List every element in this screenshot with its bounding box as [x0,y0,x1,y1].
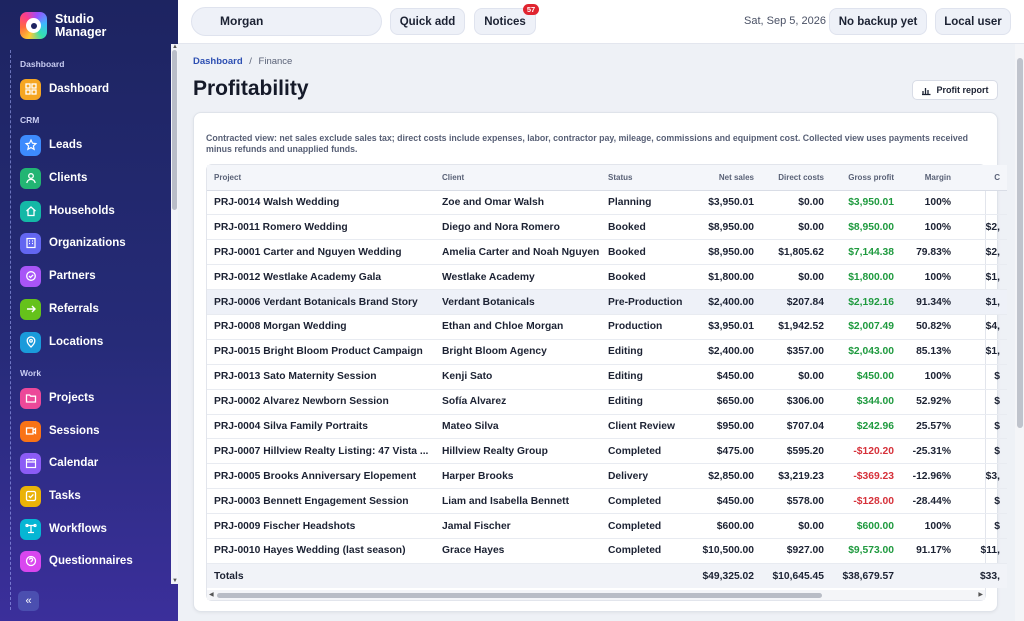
cell-client: Sofía Alvarez [435,389,601,414]
cell-gross-profit: $3,950.01 [831,190,901,215]
cell-margin: 91.34% [901,290,958,315]
cell-client: Jamal Fischer [435,514,601,539]
cell-status: Editing [601,364,693,389]
cell-status: Delivery [601,464,693,489]
sidebar-scrollbar[interactable] [171,44,178,584]
search-input[interactable]: Morgan [191,7,382,36]
map-pin-icon [20,332,41,353]
column-header-client[interactable]: Client [435,165,601,190]
table-scroll-thumb[interactable] [217,593,822,598]
cell-margin: 100% [901,514,958,539]
cell-project: PRJ-0015 Bright Bloom Product Campaign [207,339,435,364]
sidebar-item-tasks[interactable] [20,485,81,507]
column-header-status[interactable]: Status [601,165,693,190]
sidebar-item-label: Referrals [49,303,99,315]
cell-net-sales: $8,950.00 [693,240,761,265]
sidebar-item-label: Organizations [49,237,126,249]
cell-gross-profit: $2,007.49 [831,314,901,339]
cell-collected: $1, [958,339,1007,364]
checkbox-icon [20,486,41,507]
cell-client: Westlake Academy [435,265,601,290]
sidebar-item-label: Calendar [49,457,99,469]
profitability-table-container [206,164,1000,601]
cell-status: Booked [601,265,693,290]
sidebar-item-label: Clients [49,172,88,184]
sidebar-item-label: Households [49,205,115,217]
profit-report-button[interactable] [912,80,998,100]
sidebar-item-label: Questionnaires [49,555,133,567]
cell-status: Client Review [601,414,693,439]
cell-net-sales: $450.00 [693,364,761,389]
cell-client: Verdant Botanicals [435,290,601,315]
cell-gross-profit: -$120.20 [831,439,901,464]
cell-status: Completed [601,538,693,563]
table-row[interactable] [207,364,1007,389]
question-icon [20,551,41,572]
cell-project: PRJ-0009 Fischer Headshots [207,514,435,539]
app-name-line2: Manager [55,24,107,39]
cell-direct-costs: $578.00 [761,489,831,514]
scroll-down-icon[interactable]: ▼ [172,578,178,584]
cell-gross-profit: $2,043.00 [831,339,901,364]
cell-direct-costs: $707.04 [761,414,831,439]
handshake-icon [20,266,41,287]
cell-collected: $ [958,389,1007,414]
cell-client: Mateo Silva [435,414,601,439]
cell-gross-profit: -$128.00 [831,489,901,514]
workflow-icon [20,519,41,540]
cell-collected: $ [958,439,1007,464]
cell-project: PRJ-0012 Westlake Academy Gala [207,265,435,290]
cell-status: Planning [601,190,693,215]
brand[interactable] [20,12,106,39]
cell-net-sales: $450.00 [693,489,761,514]
cell-status: Completed [601,514,693,539]
cell-gross-profit: $1,800.00 [831,265,901,290]
column-header-gross-profit[interactable]: Gross profit [831,165,901,190]
user-menu-button[interactable]: Local user [935,8,1011,35]
building-icon [20,233,41,254]
table-row[interactable] [207,190,1007,215]
main-scroll-thumb[interactable] [1017,58,1023,428]
cell-net-sales: $2,850.00 [693,464,761,489]
cell-project: PRJ-0011 Romero Wedding [207,215,435,240]
notices-button[interactable]: Notices [474,8,536,35]
cell-net-sales: $950.00 [693,414,761,439]
sidebar-item-label: Tasks [49,490,81,502]
totals-label: Totals [207,563,435,588]
cell-net-sales: $8,950.00 [693,215,761,240]
cell-collected: $1, [958,290,1007,315]
sidebar-item-leads[interactable] [20,134,82,156]
topbar [178,0,1024,44]
cell-collected: $1, [958,265,1007,290]
cell-gross-profit: $450.00 [831,364,901,389]
cell-gross-profit: $8,950.00 [831,215,901,240]
app-name-line1: Studio [55,11,94,26]
cell-client: Diego and Nora Romero [435,215,601,240]
cell-direct-costs: $0.00 [761,215,831,240]
cell-project: PRJ-0004 Silva Family Portraits [207,414,435,439]
cell-margin: 85.13% [901,339,958,364]
arrow-right-icon [20,299,41,320]
sidebar-rail [10,50,11,610]
totals-row [207,563,1007,588]
cell-status: Completed [601,439,693,464]
page-title: Profitability [193,77,309,100]
cell-direct-costs: $0.00 [761,265,831,290]
cell-status: Pre-Production [601,290,693,315]
cell-net-sales: $2,400.00 [693,339,761,364]
cell-margin: -12.96% [901,464,958,489]
cell-direct-costs: $357.00 [761,339,831,364]
backup-status-button[interactable]: No backup yet [829,8,927,35]
cell-status: Production [601,314,693,339]
cell-collected: $ [958,414,1007,439]
table-row[interactable] [207,314,1007,339]
table-row[interactable] [207,489,1007,514]
sidebar-item-sessions[interactable] [20,420,100,442]
table-row[interactable] [207,538,1007,563]
profit-report-label: Profit report [936,85,989,95]
sidebar-item-label: Partners [49,270,96,282]
sidebar-item-organizations[interactable] [20,232,126,254]
section-label-work: Work [20,368,42,378]
table-row[interactable] [207,215,1007,240]
cell-net-sales: $3,950.01 [693,190,761,215]
cell-client: Harper Brooks [435,464,601,489]
profitability-card [193,112,998,612]
cell-collected: $3, [958,464,1007,489]
cell-collected: $4, [958,314,1007,339]
table-row[interactable] [207,439,1007,464]
table-row[interactable] [207,389,1007,414]
totals-direct-costs: $10,645.45 [761,563,831,588]
cell-client: Bright Bloom Agency [435,339,601,364]
cell-status: Booked [601,240,693,265]
cell-status: Completed [601,489,693,514]
cell-gross-profit: $7,144.38 [831,240,901,265]
cell-collected: $2, [958,240,1007,265]
cell-collected: $11, [958,538,1007,563]
cell-project: PRJ-0010 Hayes Wedding (last season) [207,538,435,563]
cell-direct-costs: $0.00 [761,514,831,539]
cell-direct-costs: $0.00 [761,364,831,389]
cell-project: PRJ-0007 Hillview Realty Listing: 47 Vista ... [207,439,435,464]
main-scrollbar[interactable] [1015,44,1024,621]
cell-net-sales: $650.00 [693,389,761,414]
current-date: Sat, Sep 5, 2026 [744,15,826,27]
sidebar-item-households[interactable] [20,200,115,222]
cell-client: Amelia Carter and Noah Nguyen [435,240,601,265]
cell-direct-costs: $1,942.52 [761,314,831,339]
sidebar-item-projects[interactable] [20,387,94,409]
sidebar-item-calendar[interactable] [20,452,98,474]
profitability-table [207,165,1007,588]
cell-margin: 100% [901,364,958,389]
main-content [178,44,1024,621]
calendar-icon [20,453,41,474]
sidebar-item-questionnaires[interactable] [20,550,133,572]
breadcrumb-link-dashboard[interactable]: Dashboard [193,56,243,67]
totals-collected: $33, [958,563,1007,588]
cell-project: PRJ-0002 Alvarez Newborn Session [207,389,435,414]
cell-project: PRJ-0005 Brooks Anniversary Elopement [207,464,435,489]
totals-net-sales: $49,325.02 [693,563,761,588]
camera-icon [20,421,41,442]
column-header-direct-costs[interactable]: Direct costs [761,165,831,190]
totals-client [435,563,601,588]
sidebar-item-label: Projects [49,392,95,404]
cell-direct-costs: $595.20 [761,439,831,464]
sidebar-scroll-thumb[interactable] [172,50,177,210]
sidebar-item-label: Dashboard [49,83,110,95]
cell-margin: 100% [901,265,958,290]
cell-gross-profit: $344.00 [831,389,901,414]
cell-direct-costs: $3,219.23 [761,464,831,489]
cell-project: PRJ-0003 Bennett Engagement Session [207,489,435,514]
table-row[interactable] [207,290,1007,315]
cell-net-sales: $2,400.00 [693,290,761,315]
column-header-project[interactable]: Project [207,165,435,190]
sidebar-item-workflows[interactable] [20,518,107,540]
table-header-row [207,165,1007,190]
sidebar-item-label: Locations [49,336,104,348]
cell-direct-costs: $207.84 [761,290,831,315]
cell-gross-profit: $600.00 [831,514,901,539]
cell-gross-profit: $242.96 [831,414,901,439]
cell-collected: $ [958,514,1007,539]
cell-project: PRJ-0006 Verdant Botanicals Brand Story [207,290,435,315]
cell-status: Editing [601,389,693,414]
cell-project: PRJ-0014 Walsh Wedding [207,190,435,215]
section-label-crm: CRM [20,115,40,125]
profitability-note: Contracted view: net sales exclude sales tax; direct costs include expenses, labor, contractor pay, mileage, commissions and equipment cost. Collected view uses payments received minus refunds and unapplied funds. [206,133,969,154]
cell-margin: 100% [901,190,958,215]
cell-gross-profit: $9,573.00 [831,538,901,563]
table-row[interactable] [207,414,1007,439]
table-row[interactable] [207,464,1007,489]
cell-direct-costs: $927.00 [761,538,831,563]
cell-margin: -25.31% [901,439,958,464]
sidebar-item-dashboard[interactable] [20,78,109,100]
sidebar-item-label: Workflows [49,523,107,535]
cell-margin: 52.92% [901,389,958,414]
scroll-left-icon[interactable]: ◀ [209,592,214,598]
column-header-margin[interactable]: Margin [901,165,958,190]
sidebar-item-locations[interactable] [20,331,103,353]
breadcrumb-current: Finance [258,56,293,67]
cell-collected: $ [958,364,1007,389]
cell-net-sales: $475.00 [693,439,761,464]
sidebar-item-label: Sessions [49,425,100,437]
column-header-net-sales[interactable]: Net sales [693,165,761,190]
folder-icon [20,388,41,409]
cell-project: PRJ-0001 Carter and Nguyen Wedding [207,240,435,265]
app-logo-icon [20,12,47,39]
scroll-right-icon[interactable]: ▶ [978,592,983,598]
cell-margin: 25.57% [901,414,958,439]
home-icon [20,201,41,222]
cell-margin: 91.17% [901,538,958,563]
cell-margin: 100% [901,215,958,240]
cell-project: PRJ-0008 Morgan Wedding [207,314,435,339]
cell-margin: 79.83% [901,240,958,265]
breadcrumb-separator: / [249,56,252,67]
table-row[interactable] [207,240,1007,265]
cell-status: Booked [601,215,693,240]
cell-net-sales: $3,950.01 [693,314,761,339]
cell-client: Liam and Isabella Bennett [435,489,601,514]
breadcrumb [193,56,292,67]
grid-icon [20,79,41,100]
cell-direct-costs: $1,805.62 [761,240,831,265]
totals-margin [901,563,958,588]
cell-client: Kenji Sato [435,364,601,389]
cell-gross-profit: $2,192.16 [831,290,901,315]
sidebar-item-referrals[interactable] [20,298,99,320]
table-horizontal-scrollbar[interactable] [207,590,985,600]
scroll-up-icon[interactable]: ▲ [172,44,178,50]
column-header-collected[interactable]: C [958,165,1007,190]
cell-collected: $ [958,489,1007,514]
app-name [55,13,106,39]
table-row[interactable] [207,514,1007,539]
cell-direct-costs: $0.00 [761,190,831,215]
sidebar-item-partners[interactable] [20,265,96,287]
cell-margin: -28.44% [901,489,958,514]
cell-client: Grace Hayes [435,538,601,563]
totals-gross-profit: $38,679.57 [831,563,901,588]
user-icon [20,168,41,189]
cell-status: Editing [601,339,693,364]
cell-collected: $2, [958,215,1007,240]
cell-net-sales: $600.00 [693,514,761,539]
cell-client: Zoe and Omar Walsh [435,190,601,215]
cell-client: Hillview Realty Group [435,439,601,464]
table-row[interactable] [207,339,1007,364]
sidebar-item-clients[interactable] [20,167,87,189]
quick-add-button[interactable]: Quick add [390,8,465,35]
cell-net-sales: $10,500.00 [693,538,761,563]
cell-client: Ethan and Chloe Morgan [435,314,601,339]
table-row[interactable] [207,265,1007,290]
sidebar-item-label: Leads [49,139,83,151]
bar-chart-icon [921,86,931,95]
notices-count-badge: 57 [523,4,539,15]
cell-net-sales: $1,800.00 [693,265,761,290]
cell-direct-costs: $306.00 [761,389,831,414]
cell-project: PRJ-0013 Sato Maternity Session [207,364,435,389]
cell-margin: 50.82% [901,314,958,339]
totals-status [601,563,693,588]
collapse-sidebar-button[interactable]: « [18,591,39,611]
sidebar [0,0,178,621]
cell-collected [958,190,1007,215]
star-icon [20,135,41,156]
section-label-dashboard: Dashboard [20,59,65,69]
cell-gross-profit: -$369.23 [831,464,901,489]
